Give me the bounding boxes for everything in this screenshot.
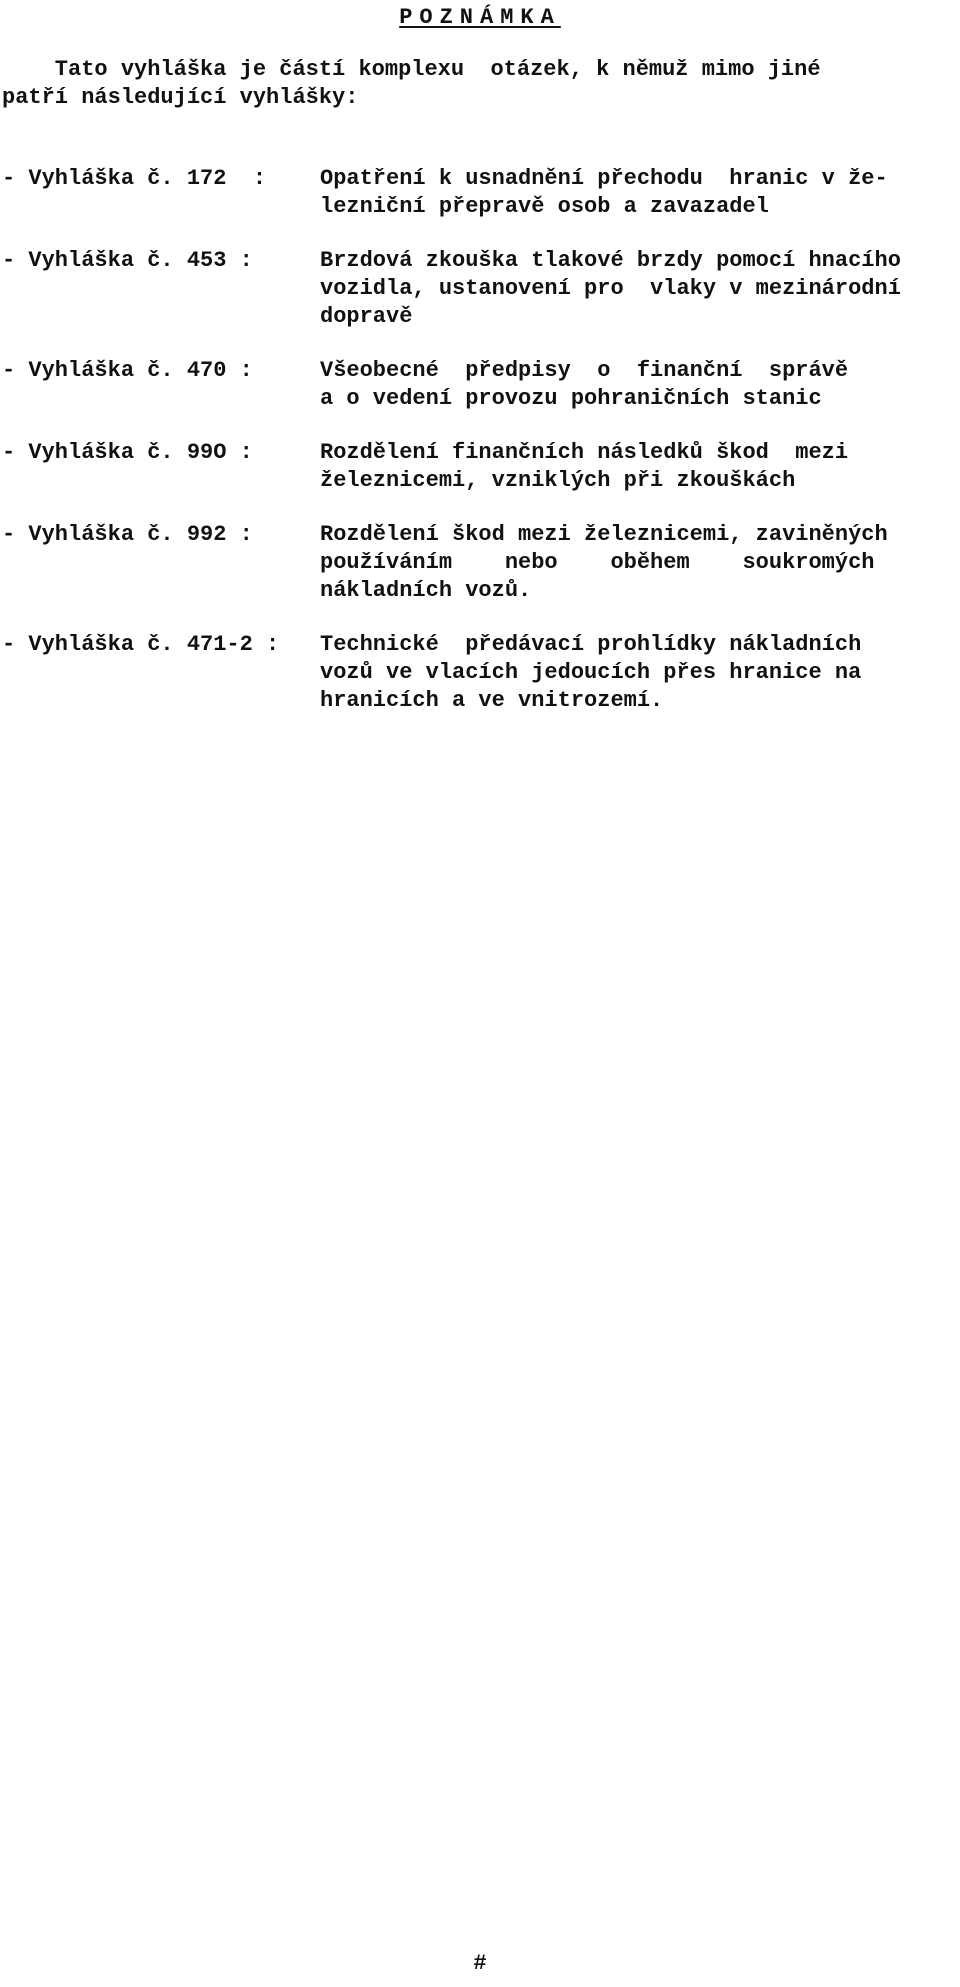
regulation-item-990 bbox=[2, 439, 957, 495]
regulation-label: - Vyhláška č. 453 : bbox=[2, 248, 253, 273]
regulation-description bbox=[320, 247, 957, 331]
intro-line: patří následující vyhlášky: bbox=[2, 85, 359, 110]
description-line: lezniční přepravě osob a zavazadel bbox=[320, 194, 769, 219]
description-line: Všeobecné předpisy o finanční správě bbox=[320, 358, 849, 383]
regulation-description bbox=[320, 165, 957, 221]
description-line: Rozdělení finančních následků škod mezi bbox=[320, 440, 849, 465]
intro-paragraph bbox=[2, 56, 922, 112]
description-line: hranicích a ve vnitrozemí. bbox=[320, 688, 664, 713]
description-line: Brzdová zkouška tlakové brzdy pomocí hnacího bbox=[320, 248, 901, 273]
regulation-description bbox=[320, 631, 957, 715]
intro-line: Tato vyhláška je částí komplexu otázek, k němuž mimo jiné bbox=[2, 57, 821, 82]
description-line: vozidla, ustanovení pro vlaky v mezinárodní bbox=[320, 276, 901, 301]
regulation-item-471-2 bbox=[2, 631, 957, 715]
regulation-label: - Vyhláška č. 471-2 : bbox=[2, 632, 280, 657]
regulation-label: - Vyhláška č. 172 : bbox=[2, 166, 267, 191]
regulation-item-470 bbox=[2, 357, 957, 413]
description-line: Technické předávací prohlídky nákladních bbox=[320, 632, 862, 657]
description-line: nákladních vozů. bbox=[320, 578, 532, 603]
description-line: Rozdělení škod mezi železnicemi, zaviněných bbox=[320, 522, 888, 547]
description-line: vozů ve vlacích jedoucích přes hranice na bbox=[320, 660, 862, 685]
regulation-item-992 bbox=[2, 521, 957, 605]
regulation-description bbox=[320, 521, 957, 605]
description-line: a o vedení provozu pohraničních stanic bbox=[320, 386, 822, 411]
regulation-label: - Vyhláška č. 992 : bbox=[2, 522, 253, 547]
page-title: POZNÁMKA bbox=[399, 5, 561, 30]
description-line: železnicemi, vzniklých při zkouškách bbox=[320, 468, 796, 493]
regulation-item-453 bbox=[2, 247, 957, 331]
regulation-item-172 bbox=[2, 165, 957, 221]
description-line: používáním nebo oběhem soukromých bbox=[320, 550, 875, 575]
description-line: dopravě bbox=[320, 304, 413, 329]
regulation-label: - Vyhláška č. 470 : bbox=[2, 358, 253, 383]
regulation-label: - Vyhláška č. 99O : bbox=[2, 440, 253, 465]
regulation-description bbox=[320, 357, 957, 413]
regulation-list bbox=[2, 165, 957, 741]
page-end-mark: # bbox=[473, 1951, 487, 1976]
description-line: Opatření k usnadnění přechodu hranic v že- bbox=[320, 166, 888, 191]
regulation-description bbox=[320, 439, 957, 495]
